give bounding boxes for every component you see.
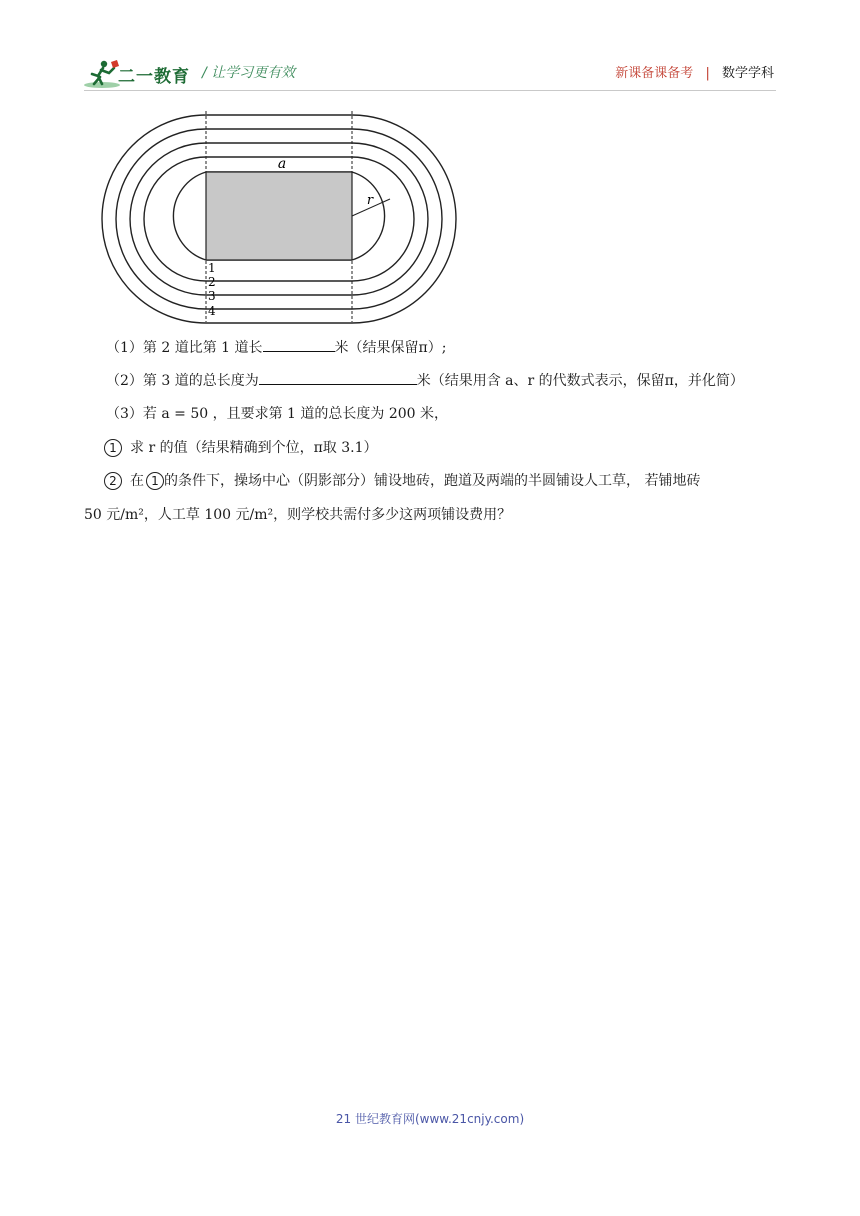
sub-question-2 [104, 471, 700, 491]
sub-question-1-text: 求 r 的值（结果精确到个位，π取 3.1） [130, 440, 378, 456]
answer-blank-2 [259, 370, 417, 385]
lane-number-2: 2 [208, 275, 216, 289]
sub-question-2-line-2 [84, 505, 511, 525]
label-r: r [366, 193, 374, 208]
circled-number-1: 1 [104, 439, 122, 457]
logo-text: 二一教育 [118, 67, 190, 87]
label-a: a [277, 156, 287, 172]
question-1-prefix: （1）第 2 道比第 1 道长 [106, 340, 263, 356]
shaded-center-rectangle [206, 172, 352, 260]
circled-number-2: 2 [104, 472, 122, 490]
page-footer: 21 世纪教育网(www.21cnjy.com) [335, 1112, 525, 1126]
question-1-suffix: 米（结果保留π）; [334, 340, 447, 356]
lane-number-1: 1 [208, 261, 216, 275]
sub-question-2-line-2-text: 50 元/m²，人工草 100 元/m²，则学校共需付多少这两项铺设费用？ [84, 507, 512, 523]
question-2 [106, 370, 744, 391]
question-3-text: （3）若 a = 50 ，且要求第 1 道的总长度为 200 米， [106, 406, 449, 422]
sub-question-2-text-a: 在 [130, 473, 144, 489]
lane-number-3: 3 [208, 289, 216, 303]
header-divider [84, 90, 776, 91]
header-course-label: 新课备课备考 [615, 66, 694, 81]
sub-question-1 [104, 438, 378, 458]
page-header [0, 0, 860, 100]
question-2-suffix: 米（结果用含 a、r 的代数式表示，保留π，并化简） [416, 373, 744, 389]
lane-number-4: 4 [208, 304, 216, 318]
question-1 [106, 337, 446, 358]
header-separator: | [705, 66, 710, 81]
question-2-prefix: （2）第 3 道的总长度为 [106, 373, 259, 389]
circled-number-1-inline: 1 [146, 472, 164, 490]
sub-question-2-text-b: 的条件下，操场中心（阴影部分）铺设地砖，跑道及两端的半圆铺设人工草， 若铺地砖 [164, 473, 701, 489]
slogan: / 让学习更有效 [202, 65, 296, 81]
question-3 [106, 404, 448, 424]
running-track-diagram [100, 108, 460, 326]
header-right [615, 62, 774, 81]
header-subject: 数学学科 [721, 66, 774, 81]
answer-blank-1 [263, 337, 335, 352]
